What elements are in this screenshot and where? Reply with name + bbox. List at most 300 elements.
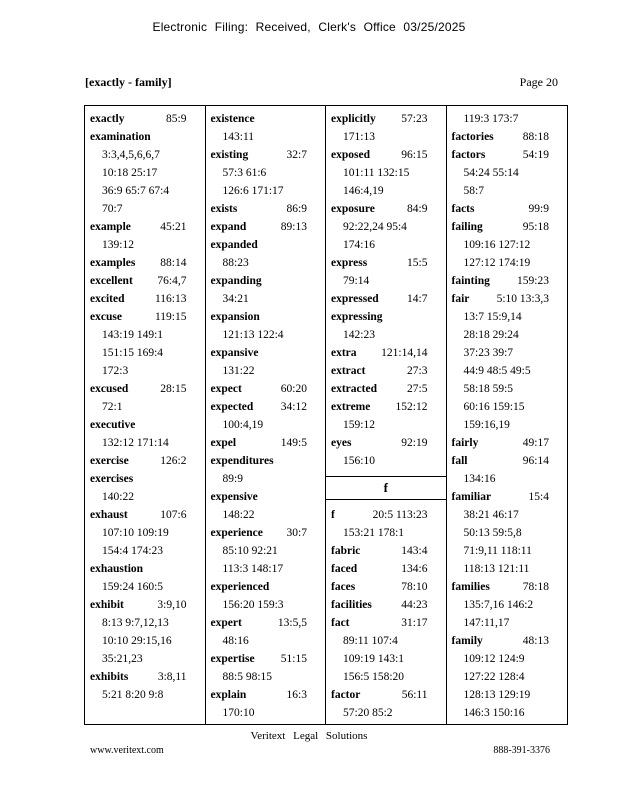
index-term: expected bbox=[210, 401, 254, 413]
index-reference-line: 44:9 48:5 49:5 bbox=[463, 365, 531, 377]
index-entry bbox=[331, 596, 442, 614]
index-entry-headline bbox=[211, 308, 322, 326]
index-reference-line: 3:3,4,5,6,6,7 bbox=[102, 149, 160, 161]
index-entry-headline bbox=[331, 344, 442, 362]
index-reference-line: 174:16 bbox=[343, 239, 375, 251]
index-entry-headline bbox=[331, 560, 442, 578]
index-reference: 99:9 bbox=[528, 203, 549, 215]
index-entry-headline bbox=[452, 488, 564, 506]
index-grid bbox=[84, 105, 568, 725]
index-entry bbox=[331, 290, 442, 308]
index-reference-line: 38:21 46:17 bbox=[463, 509, 519, 521]
index-entry bbox=[452, 578, 564, 632]
index-entry bbox=[331, 110, 442, 146]
letter-section-header: f bbox=[326, 476, 446, 500]
index-entry-headline bbox=[331, 596, 442, 614]
index-entry-headline bbox=[90, 128, 201, 146]
index-reference-line: 109:12 124:9 bbox=[463, 653, 525, 665]
index-entry bbox=[331, 362, 442, 380]
index-entry bbox=[90, 416, 201, 452]
index-entry-headline bbox=[211, 578, 322, 596]
index-entry-headline bbox=[331, 362, 442, 380]
index-reference: 15:5 bbox=[407, 257, 428, 269]
index-reference-line: 89:11 107:4 bbox=[343, 635, 398, 647]
index-entry bbox=[331, 308, 442, 344]
index-entry bbox=[211, 650, 322, 686]
index-entry-headline bbox=[331, 542, 442, 560]
index-entry-headline bbox=[452, 434, 564, 452]
index-reference-line: 36:9 65:7 67:4 bbox=[102, 185, 170, 197]
index-entry bbox=[331, 434, 442, 470]
index-entry bbox=[331, 560, 442, 578]
index-reference-line: 171:13 bbox=[343, 131, 375, 143]
index-entry bbox=[211, 200, 322, 218]
index-reference-line: 159:24 160:5 bbox=[102, 581, 164, 593]
index-entry bbox=[331, 578, 442, 596]
index-term: exercises bbox=[90, 473, 134, 485]
index-column-3 bbox=[326, 106, 447, 724]
index-reference: 149:5 bbox=[280, 437, 307, 449]
index-entry bbox=[90, 506, 201, 560]
index-entry-headline bbox=[211, 614, 322, 632]
index-reference: 48:13 bbox=[522, 635, 549, 647]
index-term: exactly bbox=[90, 113, 125, 125]
index-reference: 5:10 13:3,3 bbox=[496, 293, 549, 305]
index-entry bbox=[211, 614, 322, 650]
index-reference-line: 170:10 bbox=[222, 707, 255, 719]
index-reference: 31:17 bbox=[401, 617, 428, 629]
index-entry bbox=[452, 488, 564, 578]
index-reference-line: 135:7,16 146:2 bbox=[463, 599, 534, 611]
index-entry bbox=[90, 272, 201, 290]
index-term: expand bbox=[210, 221, 247, 233]
index-entry-headline bbox=[90, 254, 201, 272]
index-term: excused bbox=[90, 383, 129, 395]
index-entry bbox=[211, 488, 322, 524]
index-term: extreme bbox=[331, 401, 371, 413]
index-entry bbox=[211, 218, 322, 236]
index-reference: 45:21 bbox=[160, 221, 187, 233]
index-entry-headline bbox=[211, 236, 322, 254]
index-entry bbox=[211, 578, 322, 614]
index-entry bbox=[211, 434, 322, 452]
index-term: exhaustion bbox=[90, 563, 144, 575]
index-entry bbox=[90, 470, 201, 506]
index-term: expansion bbox=[210, 311, 260, 323]
index-entry-headline bbox=[211, 344, 322, 362]
index-entry-headline bbox=[331, 614, 442, 632]
index-term: expertise bbox=[210, 653, 255, 665]
index-term: expect bbox=[210, 383, 242, 395]
index-reference: 107:6 bbox=[160, 509, 187, 521]
index-entry bbox=[452, 452, 564, 488]
index-reference: 20:5 113:23 bbox=[372, 509, 428, 521]
index-column-4 bbox=[447, 106, 568, 724]
index-entry bbox=[452, 128, 564, 146]
index-entry bbox=[90, 452, 201, 470]
index-reference-line: 34:21 bbox=[222, 293, 249, 305]
index-reference: 78:10 bbox=[401, 581, 428, 593]
index-term: expenditures bbox=[210, 455, 274, 467]
footer-website: www.veritext.com bbox=[90, 745, 164, 756]
index-reference: 27:3 bbox=[407, 365, 428, 377]
index-term: exhibits bbox=[90, 671, 129, 683]
index-reference: 32:7 bbox=[286, 149, 307, 161]
index-entry bbox=[211, 452, 322, 488]
index-reference-line: 159:12 bbox=[343, 419, 375, 431]
index-term: eyes bbox=[331, 437, 352, 449]
index-reference: 96:14 bbox=[522, 455, 549, 467]
index-entry-headline bbox=[90, 668, 201, 686]
index-entry bbox=[90, 290, 201, 308]
index-reference: 152:12 bbox=[395, 401, 428, 413]
index-entry bbox=[452, 290, 564, 434]
index-entry-headline bbox=[331, 308, 442, 326]
index-entry bbox=[331, 146, 442, 200]
index-term: factories bbox=[451, 131, 494, 143]
index-entry-headline bbox=[90, 290, 201, 308]
index-term: fairly bbox=[451, 437, 479, 449]
index-entry-headline bbox=[90, 218, 201, 236]
index-reference: 143:4 bbox=[401, 545, 428, 557]
index-reference: 121:14,14 bbox=[381, 347, 428, 359]
index-term: expel bbox=[210, 437, 237, 449]
index-entry-headline bbox=[211, 218, 322, 236]
index-reference: 44:23 bbox=[401, 599, 428, 611]
index-entry bbox=[211, 398, 322, 434]
index-reference: 54:19 bbox=[522, 149, 549, 161]
index-column-1 bbox=[85, 106, 206, 724]
index-term: factors bbox=[451, 149, 486, 161]
index-entry-headline bbox=[331, 434, 442, 452]
index-reference-line: 71:9,11 118:11 bbox=[463, 545, 532, 557]
index-term: fact bbox=[331, 617, 350, 629]
index-reference: 13:5,5 bbox=[277, 617, 307, 629]
index-entry-headline bbox=[452, 290, 564, 308]
index-term: exhaust bbox=[90, 509, 128, 521]
index-reference-line: 132:12 171:14 bbox=[102, 437, 169, 449]
index-entry-headline bbox=[211, 110, 322, 128]
index-reference: 126:2 bbox=[160, 455, 187, 467]
index-term: expert bbox=[210, 617, 242, 629]
index-reference: 57:23 bbox=[401, 113, 428, 125]
index-term: fainting bbox=[451, 275, 490, 287]
index-term: expressed bbox=[331, 293, 379, 305]
index-reference-line: 146:4,19 bbox=[343, 185, 384, 197]
index-term: exists bbox=[210, 203, 238, 215]
footer-phone: 888-391-3376 bbox=[493, 745, 550, 756]
index-term: expensive bbox=[210, 491, 258, 503]
index-term: facts bbox=[451, 203, 475, 215]
index-reference-line: 172:3 bbox=[102, 365, 129, 377]
index-reference-line: 85:10 92:21 bbox=[222, 545, 278, 557]
index-entry bbox=[331, 398, 442, 434]
index-reference-line: 72:1 bbox=[102, 401, 123, 413]
index-entry bbox=[331, 506, 442, 542]
index-reference-line: 134:16 bbox=[463, 473, 496, 485]
index-entry-headline bbox=[452, 632, 564, 650]
index-reference-line: 88:5 98:15 bbox=[222, 671, 273, 683]
index-entry-headline bbox=[90, 308, 201, 326]
index-entry bbox=[331, 542, 442, 560]
index-entry-headline bbox=[331, 110, 442, 128]
index-term: exhibit bbox=[90, 599, 124, 611]
index-entry-headline bbox=[452, 146, 564, 164]
index-entry-headline bbox=[90, 470, 201, 488]
index-entry-headline bbox=[211, 146, 322, 164]
index-reference-line: 142:23 bbox=[343, 329, 375, 341]
index-entry-headline bbox=[452, 272, 564, 290]
index-entry-headline bbox=[211, 650, 322, 668]
index-term: excited bbox=[90, 293, 125, 305]
index-entry bbox=[331, 686, 442, 722]
index-reference-line: 127:22 128:4 bbox=[463, 671, 525, 683]
index-entry-headline bbox=[211, 686, 322, 704]
index-reference-line: 113:3 148:17 bbox=[222, 563, 284, 575]
index-entry bbox=[90, 380, 201, 416]
index-entry bbox=[90, 128, 201, 218]
index-term: faced bbox=[331, 563, 358, 575]
index-term: existing bbox=[210, 149, 249, 161]
index-entry bbox=[211, 380, 322, 398]
index-entry-headline bbox=[90, 560, 201, 578]
index-entry bbox=[331, 380, 442, 398]
index-term: factor bbox=[331, 689, 361, 701]
index-reference: 84:9 bbox=[407, 203, 428, 215]
index-reference: 3:9,10 bbox=[157, 599, 187, 611]
index-range: [exactly - family] bbox=[85, 75, 172, 89]
index-reference: 88:14 bbox=[160, 257, 187, 269]
index-entry-headline bbox=[331, 578, 442, 596]
index-term: expanding bbox=[210, 275, 262, 287]
index-entry bbox=[211, 524, 322, 578]
index-reference-line: 156:20 159:3 bbox=[222, 599, 284, 611]
index-term: explain bbox=[210, 689, 247, 701]
index-reference-line: 5:21 8:20 9:8 bbox=[102, 689, 164, 701]
index-reference-line: 126:6 171:17 bbox=[222, 185, 284, 197]
index-reference-line: 58:7 bbox=[463, 185, 484, 197]
index-entry-headline bbox=[452, 200, 564, 218]
index-reference-line: 109:19 143:1 bbox=[343, 653, 405, 665]
index-reference: 86:9 bbox=[286, 203, 307, 215]
index-entry-headline bbox=[331, 290, 442, 308]
index-term: familiar bbox=[451, 491, 492, 503]
index-entry-headline bbox=[211, 452, 322, 470]
index-reference: 88:18 bbox=[522, 131, 549, 143]
index-reference-line: 60:16 159:15 bbox=[463, 401, 525, 413]
index-entry-headline bbox=[90, 416, 201, 434]
index-reference-line: 159:16,19 bbox=[463, 419, 510, 431]
index-entry bbox=[331, 344, 442, 362]
index-reference: 92:19 bbox=[401, 437, 428, 449]
index-entry-headline bbox=[90, 272, 201, 290]
index-reference: 119:15 bbox=[154, 311, 187, 323]
index-entry-headline bbox=[211, 380, 322, 398]
index-term: examples bbox=[90, 257, 136, 269]
index-entry bbox=[211, 272, 322, 308]
index-entry bbox=[90, 308, 201, 380]
index-reference-line: 10:18 25:17 bbox=[102, 167, 158, 179]
index-entry-headline bbox=[452, 128, 564, 146]
index-entry bbox=[90, 596, 201, 668]
index-term: excuse bbox=[90, 311, 122, 323]
index-term: facilities bbox=[331, 599, 372, 611]
index-reference: 60:20 bbox=[280, 383, 307, 395]
index-reference-line: 151:15 169:4 bbox=[102, 347, 164, 359]
index-reference-line: 92:22,24 95:4 bbox=[343, 221, 407, 233]
index-reference-line: 156:10 bbox=[343, 455, 375, 467]
index-term: extracted bbox=[331, 383, 377, 395]
index-entry bbox=[90, 218, 201, 254]
index-term: explicitly bbox=[331, 113, 376, 125]
index-term: extract bbox=[331, 365, 366, 377]
index-entry-headline bbox=[211, 434, 322, 452]
index-entry-headline bbox=[90, 596, 201, 614]
index-reference: 89:13 bbox=[280, 221, 307, 233]
index-reference-line: 100:4,19 bbox=[222, 419, 264, 431]
index-entry-headline bbox=[331, 398, 442, 416]
index-reference-line: 131:22 bbox=[222, 365, 255, 377]
index-term: exposure bbox=[331, 203, 375, 215]
index-reference-line: 8:13 9:7,12,13 bbox=[102, 617, 169, 629]
index-reference-line: 139:12 bbox=[102, 239, 134, 251]
index-term: families bbox=[451, 581, 490, 593]
index-term: experience bbox=[210, 527, 263, 539]
index-entry bbox=[452, 200, 564, 218]
index-term: exercise bbox=[90, 455, 129, 467]
index-reference-line: 121:13 122:4 bbox=[222, 329, 284, 341]
index-reference: 27:5 bbox=[407, 383, 428, 395]
index-entry-headline bbox=[331, 380, 442, 398]
index-reference: 159:23 bbox=[517, 275, 549, 287]
index-reference: 30:7 bbox=[286, 527, 307, 539]
index-term: examination bbox=[90, 131, 151, 143]
index-reference: 34:12 bbox=[280, 401, 307, 413]
index-reference-line: 37:23 39:7 bbox=[463, 347, 514, 359]
index-entry-headline bbox=[452, 452, 564, 470]
index-reference-line: 28:18 29:24 bbox=[463, 329, 519, 341]
index-entry bbox=[331, 614, 442, 686]
index-term: fair bbox=[451, 293, 470, 305]
index-term: express bbox=[331, 257, 368, 269]
index-reference: 78:18 bbox=[522, 581, 549, 593]
index-reference-line: 153:21 178:1 bbox=[343, 527, 405, 539]
index-entry bbox=[211, 110, 322, 146]
index-entry bbox=[452, 434, 564, 452]
index-entry-headline bbox=[211, 200, 322, 218]
index-reference-line: 107:10 109:19 bbox=[102, 527, 169, 539]
index-term: exposed bbox=[331, 149, 370, 161]
index-reference-line: 127:12 174:19 bbox=[463, 257, 531, 269]
index-reference-line: 57:20 85:2 bbox=[343, 707, 393, 719]
index-reference: 134:6 bbox=[401, 563, 428, 575]
index-reference-line: 147:11,17 bbox=[463, 617, 510, 629]
index-entry bbox=[211, 146, 322, 200]
index-term: excellent bbox=[90, 275, 133, 287]
index-reference-line: 58:18 59:5 bbox=[463, 383, 514, 395]
index-entry-headline bbox=[211, 524, 322, 542]
index-entry bbox=[90, 110, 201, 128]
index-reference: 95:18 bbox=[522, 221, 549, 233]
index-reference: 3:8,11 bbox=[157, 671, 187, 683]
index-reference-line: 143:19 149:1 bbox=[102, 329, 164, 341]
index-entry bbox=[90, 254, 201, 272]
index-reference-line: 13:7 15:9,14 bbox=[463, 311, 522, 323]
index-entry-headline bbox=[90, 452, 201, 470]
index-reference: 15:4 bbox=[528, 491, 549, 503]
index-term: failing bbox=[451, 221, 483, 233]
index-term: extra bbox=[331, 347, 357, 359]
index-entry bbox=[211, 686, 322, 722]
index-reference-line: 146:3 150:16 bbox=[463, 707, 525, 719]
index-reference-line: 154:4 174:23 bbox=[102, 545, 164, 557]
index-reference-line: 70:7 bbox=[102, 203, 123, 215]
index-reference-line: 35:21,23 bbox=[102, 653, 143, 665]
index-term: expanded bbox=[210, 239, 258, 251]
index-reference-line: 109:16 127:12 bbox=[463, 239, 531, 251]
filing-header: Electronic Filing: Received, Clerk's Office 03/25/2025 bbox=[152, 20, 466, 34]
index-entry-headline bbox=[452, 218, 564, 236]
index-entry-headline bbox=[211, 272, 322, 290]
index-entry-headline bbox=[90, 506, 201, 524]
index-entry-headline bbox=[331, 146, 442, 164]
index-entry bbox=[331, 200, 442, 254]
index-reference: 28:15 bbox=[160, 383, 187, 395]
index-reference-line: 101:11 132:15 bbox=[343, 167, 410, 179]
index-entry-headline bbox=[90, 110, 201, 128]
index-reference-line: 54:24 55:14 bbox=[463, 167, 519, 179]
index-reference: 16:3 bbox=[286, 689, 307, 701]
index-reference: 76:4,7 bbox=[157, 275, 187, 287]
index-reference-line: 79:14 bbox=[343, 275, 370, 287]
index-reference-line: 118:13 121:11 bbox=[463, 563, 530, 575]
index-reference-line: 119:3 173:7 bbox=[463, 113, 519, 125]
index-column-2 bbox=[206, 106, 327, 724]
index-entry bbox=[452, 110, 564, 128]
index-reference: 96:15 bbox=[401, 149, 428, 161]
index-term: faces bbox=[331, 581, 356, 593]
index-term: expressing bbox=[331, 311, 383, 323]
index-reference-line: 50:13 59:5,8 bbox=[463, 527, 522, 539]
index-reference: 85:9 bbox=[166, 113, 187, 125]
index-term: expansive bbox=[210, 347, 259, 359]
index-reference: 116:13 bbox=[154, 293, 187, 305]
index-entry-headline bbox=[211, 398, 322, 416]
index-entry-headline bbox=[331, 200, 442, 218]
index-entry-headline bbox=[331, 686, 442, 704]
index-reference-line: 128:13 129:19 bbox=[463, 689, 531, 701]
index-entry-headline bbox=[331, 506, 442, 524]
index-term: fabric bbox=[331, 545, 361, 557]
index-entry bbox=[211, 344, 322, 380]
index-term: example bbox=[90, 221, 131, 233]
index-reference-line: 143:11 bbox=[222, 131, 255, 143]
index-reference: 56:11 bbox=[401, 689, 428, 701]
index-reference-line: 88:23 bbox=[222, 257, 249, 269]
index-entry bbox=[452, 272, 564, 290]
index-entry-headline bbox=[211, 488, 322, 506]
page-number: Page 20 bbox=[519, 75, 558, 89]
index-term: f bbox=[331, 509, 335, 521]
index-term: experienced bbox=[210, 581, 270, 593]
index-reference-line: 57:3 61:6 bbox=[222, 167, 267, 179]
index-reference-line: 140:22 bbox=[102, 491, 134, 503]
index-entry bbox=[452, 146, 564, 200]
index-term: executive bbox=[90, 419, 136, 431]
index-reference: 49:17 bbox=[522, 437, 549, 449]
index-term: existence bbox=[210, 113, 255, 125]
index-term: fall bbox=[451, 455, 468, 467]
